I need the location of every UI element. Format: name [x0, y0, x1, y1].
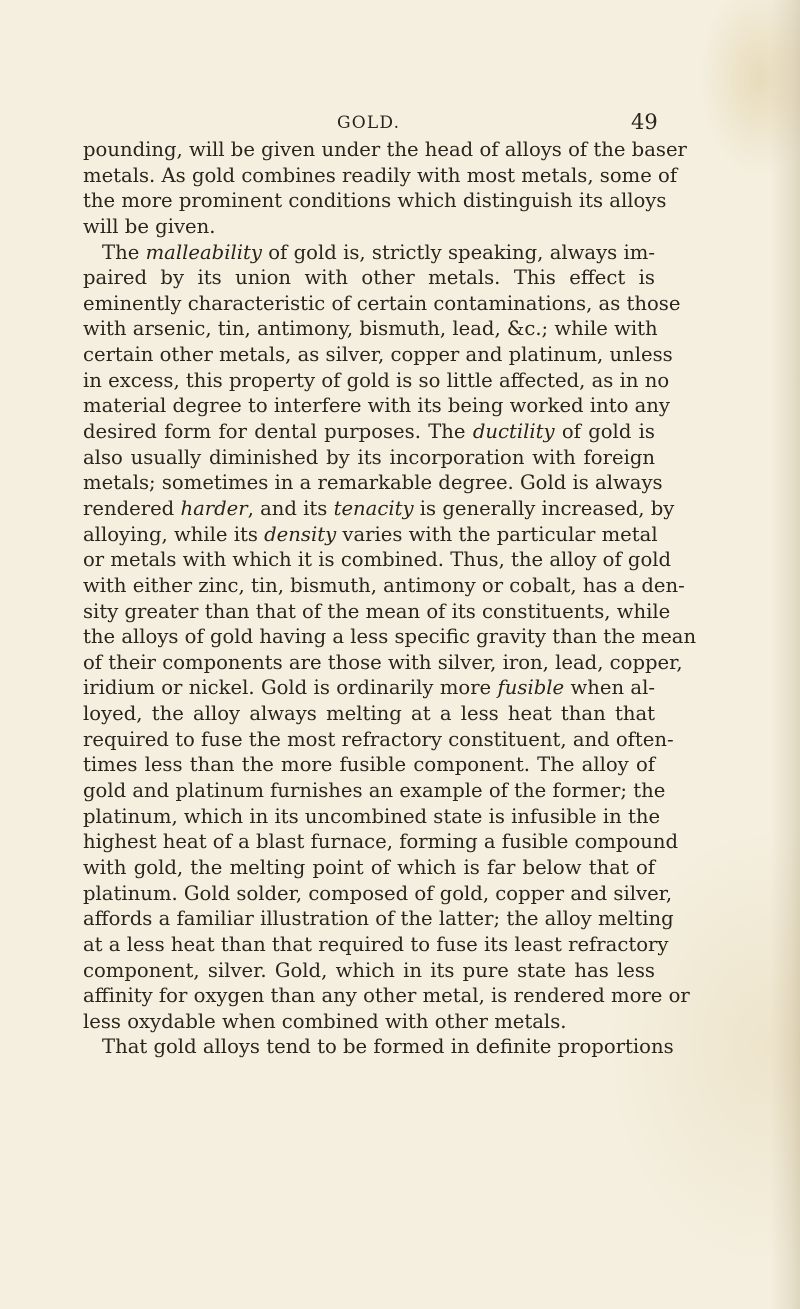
- text-run: highest heat of a blast furnace, forming a fusible compound: [83, 830, 679, 854]
- text-run: required to fuse the most refractory constituent, and often-: [83, 727, 674, 751]
- body-text: [83, 137, 697, 1060]
- text-line: [83, 342, 673, 368]
- text-run: will be given.: [83, 214, 216, 238]
- text-run: the more prominent conditions which distinguish its alloys: [83, 189, 667, 213]
- text-line: [83, 393, 670, 419]
- text-line: [83, 188, 667, 214]
- emphasized-term: tenacity: [333, 496, 414, 520]
- text-run: affords a familiar illustration of the latter; the alloy melting: [83, 907, 674, 931]
- text-run: also usually diminished by its incorporation with foreign: [83, 445, 655, 469]
- emphasized-term: density: [264, 522, 337, 546]
- emphasized-term: harder: [180, 496, 248, 520]
- text-run: metals; sometimes in a remarkable degree. Gold is always: [83, 471, 663, 495]
- text-line: [83, 881, 673, 907]
- text-line: [83, 470, 663, 496]
- text-line: [83, 599, 671, 625]
- text-line: [83, 265, 655, 291]
- text-run: The: [102, 240, 146, 264]
- text-run: less oxydable when combined with other metals.: [83, 1009, 567, 1033]
- text-line: [83, 419, 655, 445]
- text-line: [83, 445, 655, 471]
- text-run: gold and platinum furnishes an example of the former; the: [83, 779, 666, 803]
- text-run: in excess, this property of gold is so little affected, as in no: [83, 368, 670, 392]
- text-run: or metals with which it is combined. Thus, the alloy of gold: [83, 548, 672, 572]
- text-run: of gold is: [554, 420, 655, 444]
- text-line: [83, 137, 687, 163]
- text-line: [83, 214, 655, 240]
- text-run: desired form for dental purposes. The: [83, 420, 473, 444]
- text-run: with either zinc, tin, bismuth, antimony or cobalt, has a den-: [83, 573, 685, 597]
- text-run: eminently characteristic of certain contaminations, as those: [83, 291, 681, 315]
- text-run: loyed, the alloy always melting at a less heat than that: [83, 702, 655, 726]
- text-run: , and its: [247, 496, 334, 520]
- text-run: platinum, which in its uncombined state is infusible in the: [83, 804, 661, 828]
- text-line: [83, 163, 678, 189]
- text-line: [83, 675, 655, 701]
- text-run: paired by its union with other metals. This effect is: [83, 266, 655, 290]
- text-line: [83, 932, 669, 958]
- emphasized-term: fusible: [497, 676, 565, 700]
- text-line: [83, 368, 670, 394]
- text-line: [83, 650, 683, 676]
- text-line: [83, 829, 679, 855]
- running-title: GOLD.: [337, 113, 401, 133]
- text-line: [83, 701, 655, 727]
- text-run: sity greater than that of the mean of its constituents, while: [83, 599, 671, 623]
- text-run: at a less heat than that required to fuse its least refractory: [83, 932, 669, 956]
- text-line: [83, 778, 666, 804]
- text-line: [83, 906, 674, 932]
- text-line: [83, 316, 658, 342]
- text-run: iridium or nickel. Gold is ordinarily more: [83, 676, 498, 700]
- text-run: of gold is, strictly speaking, always im-: [261, 240, 655, 264]
- text-line: [83, 291, 681, 317]
- text-run: rendered: [83, 496, 181, 520]
- text-line: [83, 752, 655, 778]
- page-number: 49: [631, 110, 658, 134]
- text-line: [83, 496, 675, 522]
- text-line: [83, 958, 655, 984]
- text-line: [83, 1009, 655, 1035]
- emphasized-term: ductility: [472, 420, 555, 444]
- text-run: certain other metals, as silver, copper and platinum, unless: [83, 343, 673, 367]
- text-run: with arsenic, tin, antimony, bismuth, lead, &c.; while with: [83, 317, 658, 341]
- text-run: component, silver. Gold, which in its pure state has less: [83, 958, 655, 982]
- text-run: times less than the more fusible component. The alloy of: [83, 753, 655, 777]
- text-line: [83, 983, 690, 1009]
- text-run: with gold, the melting point of which is far below that of: [83, 855, 655, 879]
- text-line: [83, 804, 661, 830]
- text-run: alloying, while its: [83, 522, 265, 546]
- text-run: affinity for oxygen than any other metal, is rendered more or: [83, 984, 690, 1008]
- text-line: [83, 624, 697, 650]
- text-run: material degree to interfere with its being worked into any: [83, 394, 670, 418]
- text-line: [83, 727, 674, 753]
- text-run: metals. As gold combines readily with most metals, some of: [83, 163, 678, 187]
- text-run: That gold alloys tend to be formed in definite proportions: [102, 1035, 674, 1059]
- text-line: [83, 855, 655, 881]
- text-line: [83, 522, 658, 548]
- emphasized-term: malleability: [145, 240, 262, 264]
- text-run: is generally increased, by: [413, 496, 675, 520]
- text-run: of their components are those with silver, iron, lead, copper,: [83, 650, 683, 674]
- running-head: [0, 110, 800, 137]
- text-line: [83, 547, 672, 573]
- text-run: the alloys of gold having a less specific gravity than the mean: [83, 625, 697, 649]
- text-run: when al-: [564, 676, 655, 700]
- text-run: varies with the particular metal: [336, 522, 658, 546]
- text-line: [83, 573, 685, 599]
- text-line: [83, 1034, 674, 1060]
- text-run: pounding, will be given under the head of alloys of the baser: [83, 138, 687, 161]
- text-run: platinum. Gold solder, composed of gold, copper and silver,: [83, 881, 673, 905]
- text-line: [83, 240, 655, 266]
